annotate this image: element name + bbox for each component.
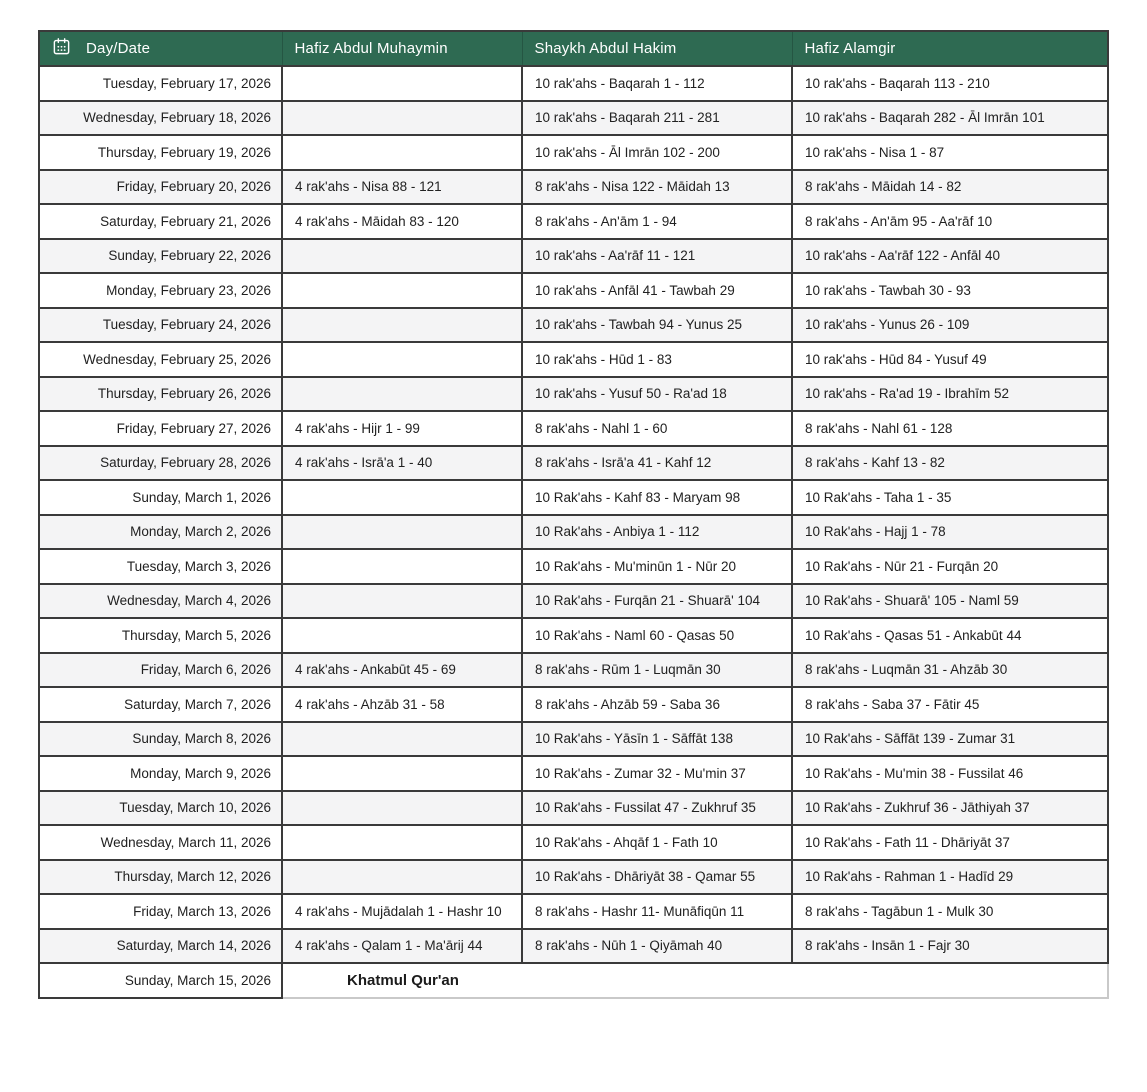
muhaymin-cell	[282, 66, 522, 101]
table-row	[39, 894, 1108, 929]
muhaymin-cell: 4 rak'ahs - Māidah 83 - 120	[282, 204, 522, 239]
muhaymin-cell: 4 rak'ahs - Ahzāb 31 - 58	[282, 687, 522, 722]
alamgir-cell: 8 rak'ahs - Kahf 13 - 82	[792, 446, 1108, 481]
muhaymin-cell	[282, 239, 522, 274]
alamgir-cell: 10 rak'ahs - Yunus 26 - 109	[792, 308, 1108, 343]
alamgir-cell: 10 rak'ahs - Ra'ad 19 - Ibrahīm 52	[792, 377, 1108, 412]
hakim-cell: 8 rak'ahs - Nisa 122 - Māidah 13	[522, 170, 792, 205]
date-cell: Saturday, March 14, 2026	[39, 929, 282, 964]
alamgir-cell: 10 Rak'ahs - Taha 1 - 35	[792, 480, 1108, 515]
hakim-cell: 10 rak'ahs - Anfāl 41 - Tawbah 29	[522, 273, 792, 308]
muhaymin-cell	[282, 860, 522, 895]
date-cell: Thursday, February 19, 2026	[39, 135, 282, 170]
hakim-cell: 10 rak'ahs - Baqarah 211 - 281	[522, 101, 792, 136]
alamgir-cell: 10 Rak'ahs - Qasas 51 - Ankabūt 44	[792, 618, 1108, 653]
alamgir-cell: 10 rak'ahs - Baqarah 282 - Āl Imrān 101	[792, 101, 1108, 136]
hakim-cell: 10 Rak'ahs - Mu'minūn 1 - Nūr 20	[522, 549, 792, 584]
alamgir-cell: 10 Rak'ahs - Shuarā' 105 - Naml 59	[792, 584, 1108, 619]
header-label-day-date: Day/Date	[86, 40, 151, 57]
hakim-cell: 8 rak'ahs - Nūh 1 - Qiyāmah 40	[522, 929, 792, 964]
table-row	[39, 411, 1108, 446]
date-cell: Sunday, March 8, 2026	[39, 722, 282, 757]
alamgir-cell: 8 rak'ahs - Nahl 61 - 128	[792, 411, 1108, 446]
khatmul-label: Khatmul Qur'an	[347, 971, 459, 989]
hakim-cell: 10 rak'ahs - Baqarah 1 - 112	[522, 66, 792, 101]
muhaymin-cell	[282, 756, 522, 791]
calendar-icon	[52, 37, 71, 60]
muhaymin-cell	[282, 515, 522, 550]
date-cell: Tuesday, March 3, 2026	[39, 549, 282, 584]
table-row	[39, 377, 1108, 412]
date-cell: Friday, March 6, 2026	[39, 653, 282, 688]
khatmul-row	[39, 963, 1108, 998]
alamgir-cell: 10 Rak'ahs - Hajj 1 - 78	[792, 515, 1108, 550]
date-cell: Saturday, February 28, 2026	[39, 446, 282, 481]
hakim-cell: 10 rak'ahs - Yusuf 50 - Ra'ad 18	[522, 377, 792, 412]
table-row	[39, 135, 1108, 170]
hakim-cell: 8 rak'ahs - Nahl 1 - 60	[522, 411, 792, 446]
date-cell: Saturday, March 7, 2026	[39, 687, 282, 722]
table-row	[39, 618, 1108, 653]
alamgir-cell: 10 rak'ahs - Hūd 84 - Yusuf 49	[792, 342, 1108, 377]
hakim-cell: 10 Rak'ahs - Kahf 83 - Maryam 98	[522, 480, 792, 515]
table-row	[39, 929, 1108, 964]
date-cell: Sunday, March 1, 2026	[39, 480, 282, 515]
muhaymin-cell: 4 rak'ahs - Nisa 88 - 121	[282, 170, 522, 205]
alamgir-cell: 10 rak'ahs - Baqarah 113 - 210	[792, 66, 1108, 101]
table-row	[39, 101, 1108, 136]
muhaymin-cell	[282, 377, 522, 412]
muhaymin-cell: 4 rak'ahs - Isrā'a 1 - 40	[282, 446, 522, 481]
muhaymin-cell	[282, 135, 522, 170]
hakim-cell: 10 rak'ahs - Tawbah 94 - Yunus 25	[522, 308, 792, 343]
table-row	[39, 446, 1108, 481]
hakim-cell: 8 rak'ahs - Rūm 1 - Luqmān 30	[522, 653, 792, 688]
hakim-cell: 10 rak'ahs - Hūd 1 - 83	[522, 342, 792, 377]
header-row	[39, 31, 1108, 66]
table-row	[39, 584, 1108, 619]
date-cell: Tuesday, March 10, 2026	[39, 791, 282, 826]
table-row	[39, 239, 1108, 274]
table-row	[39, 687, 1108, 722]
date-cell: Monday, March 9, 2026	[39, 756, 282, 791]
date-cell: Thursday, March 12, 2026	[39, 860, 282, 895]
date-cell: Sunday, February 22, 2026	[39, 239, 282, 274]
table-row	[39, 170, 1108, 205]
date-cell: Tuesday, February 17, 2026	[39, 66, 282, 101]
date-cell: Monday, March 2, 2026	[39, 515, 282, 550]
hakim-cell: 10 rak'ahs - Āl Imrān 102 - 200	[522, 135, 792, 170]
muhaymin-cell: 4 rak'ahs - Hijr 1 - 99	[282, 411, 522, 446]
schedule-body	[39, 66, 1108, 963]
muhaymin-cell	[282, 549, 522, 584]
date-cell: Wednesday, February 18, 2026	[39, 101, 282, 136]
date-cell: Friday, February 20, 2026	[39, 170, 282, 205]
hakim-cell: 8 rak'ahs - Hashr 11- Munāfiqūn 11	[522, 894, 792, 929]
alamgir-cell: 10 Rak'ahs - Rahman 1 - Hadīd 29	[792, 860, 1108, 895]
hakim-cell: 10 Rak'ahs - Zumar 32 - Mu'min 37	[522, 756, 792, 791]
hakim-cell: 10 Rak'ahs - Naml 60 - Qasas 50	[522, 618, 792, 653]
alamgir-cell: 10 Rak'ahs - Nūr 21 - Furqān 20	[792, 549, 1108, 584]
table-row	[39, 756, 1108, 791]
table-row	[39, 722, 1108, 757]
alamgir-cell: 8 rak'ahs - An'ām 95 - Aa'rāf 10	[792, 204, 1108, 239]
taraweeh-schedule-table	[38, 30, 1109, 999]
muhaymin-cell	[282, 480, 522, 515]
hakim-cell: 10 Rak'ahs - Dhāriyāt 38 - Qamar 55	[522, 860, 792, 895]
table-row	[39, 308, 1108, 343]
muhaymin-cell	[282, 618, 522, 653]
date-cell: Tuesday, February 24, 2026	[39, 308, 282, 343]
date-cell: Friday, February 27, 2026	[39, 411, 282, 446]
table-row	[39, 791, 1108, 826]
muhaymin-cell: 4 rak'ahs - Qalam 1 - Ma'ārij 44	[282, 929, 522, 964]
muhaymin-cell: 4 rak'ahs - Mujādalah 1 - Hashr 10	[282, 894, 522, 929]
header-cell-hakim: Shaykh Abdul Hakim	[522, 31, 792, 66]
muhaymin-cell	[282, 308, 522, 343]
hakim-cell: 10 Rak'ahs - Fussilat 47 - Zukhruf 35	[522, 791, 792, 826]
date-cell: Thursday, February 26, 2026	[39, 377, 282, 412]
header-cell-alamgir: Hafiz Alamgir	[792, 31, 1108, 66]
table-row	[39, 204, 1108, 239]
muhaymin-cell	[282, 101, 522, 136]
table-row	[39, 860, 1108, 895]
table-row	[39, 653, 1108, 688]
table-row	[39, 66, 1108, 101]
alamgir-cell: 10 Rak'ahs - Fath 11 - Dhāriyāt 37	[792, 825, 1108, 860]
date-cell: Saturday, February 21, 2026	[39, 204, 282, 239]
hakim-cell: 10 Rak'ahs - Anbiya 1 - 112	[522, 515, 792, 550]
alamgir-cell: 10 rak'ahs - Tawbah 30 - 93	[792, 273, 1108, 308]
date-cell: Monday, February 23, 2026	[39, 273, 282, 308]
hakim-cell: 10 Rak'ahs - Ahqāf 1 - Fath 10	[522, 825, 792, 860]
muhaymin-cell	[282, 273, 522, 308]
alamgir-cell: 10 Rak'ahs - Zukhruf 36 - Jāthiyah 37	[792, 791, 1108, 826]
date-cell: Wednesday, March 4, 2026	[39, 584, 282, 619]
alamgir-cell: 10 Rak'ahs - Mu'min 38 - Fussilat 46	[792, 756, 1108, 791]
table-row	[39, 515, 1108, 550]
alamgir-cell: 10 rak'ahs - Aa'rāf 122 - Anfāl 40	[792, 239, 1108, 274]
alamgir-cell: 8 rak'ahs - Saba 37 - Fātir 45	[792, 687, 1108, 722]
muhaymin-cell	[282, 791, 522, 826]
header-cell-muhaymin: Hafiz Abdul Muhaymin	[282, 31, 522, 66]
alamgir-cell: 8 rak'ahs - Luqmān 31 - Ahzāb 30	[792, 653, 1108, 688]
date-cell: Sunday, March 15, 2026	[39, 963, 282, 998]
muhaymin-cell: 4 rak'ahs - Ankabūt 45 - 69	[282, 653, 522, 688]
table-row	[39, 825, 1108, 860]
muhaymin-cell	[282, 342, 522, 377]
table-row	[39, 273, 1108, 308]
hakim-cell: 10 Rak'ahs - Furqān 21 - Shuarā' 104	[522, 584, 792, 619]
header-cell-day-date	[39, 31, 282, 66]
hakim-cell: 8 rak'ahs - Ahzāb 59 - Saba 36	[522, 687, 792, 722]
date-cell: Friday, March 13, 2026	[39, 894, 282, 929]
date-cell: Wednesday, February 25, 2026	[39, 342, 282, 377]
final-row-body	[39, 963, 1108, 998]
alamgir-cell: 8 rak'ahs - Māidah 14 - 82	[792, 170, 1108, 205]
date-cell: Wednesday, March 11, 2026	[39, 825, 282, 860]
table-row	[39, 480, 1108, 515]
hakim-cell: 8 rak'ahs - An'ām 1 - 94	[522, 204, 792, 239]
hakim-cell: 10 Rak'ahs - Yāsīn 1 - Sāffāt 138	[522, 722, 792, 757]
table-header	[39, 31, 1108, 66]
hakim-cell: 8 rak'ahs - Isrā'a 41 - Kahf 12	[522, 446, 792, 481]
table-row	[39, 342, 1108, 377]
table-row	[39, 549, 1108, 584]
hakim-cell: 10 rak'ahs - Aa'rāf 11 - 121	[522, 239, 792, 274]
muhaymin-cell	[282, 825, 522, 860]
alamgir-cell: 10 rak'ahs - Nisa 1 - 87	[792, 135, 1108, 170]
khatmul-cell	[282, 963, 1108, 998]
muhaymin-cell	[282, 722, 522, 757]
alamgir-cell: 10 Rak'ahs - Sāffāt 139 - Zumar 31	[792, 722, 1108, 757]
alamgir-cell: 8 rak'ahs - Insān 1 - Fajr 30	[792, 929, 1108, 964]
date-cell: Thursday, March 5, 2026	[39, 618, 282, 653]
muhaymin-cell	[282, 584, 522, 619]
alamgir-cell: 8 rak'ahs - Tagābun 1 - Mulk 30	[792, 894, 1108, 929]
